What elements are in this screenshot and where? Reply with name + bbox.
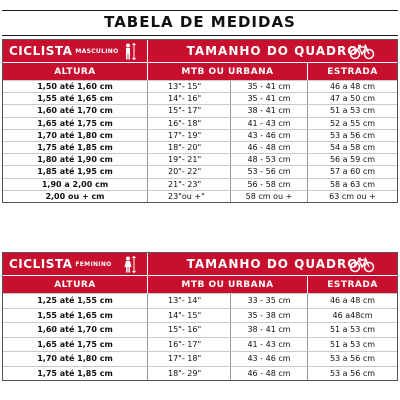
frame-cm-cell: 33 - 35 cm	[231, 294, 308, 308]
table-row	[3, 92, 397, 104]
frame-inches-cell: 14"- 15"	[148, 309, 231, 323]
road-frame-cell: 46 a48cm	[332, 310, 373, 320]
frame-cm-cell: 53 - 56 cm	[231, 166, 308, 177]
person-height-icon	[123, 256, 137, 273]
frame-cm-cell: 41 - 43 cm	[231, 118, 308, 129]
frame-cm-cell: 58 cm ou +	[231, 191, 308, 202]
height-cell: 2,00 ou + cm	[3, 191, 148, 202]
frame-cm-cell: 38 - 41 cm	[231, 323, 308, 337]
frame-cm-cell: 38 - 41 cm	[231, 105, 308, 116]
col-mtb: MTB OU URBANA	[148, 63, 308, 80]
frame-cm-cell: 56 - 58 cm	[231, 179, 308, 190]
bicycle-icon	[349, 256, 375, 273]
frame-cm-cell: 43 - 46 cm	[231, 130, 308, 141]
table-row	[3, 337, 397, 352]
road-frame-cell: 46 a 48 cm	[329, 82, 376, 92]
frame-size-label: TAMANHO DO QUADRO	[186, 44, 359, 58]
height-cell: 1,80 até 1,90 cm	[3, 154, 148, 165]
road-frame-cell: 53 a 56 cm	[329, 368, 376, 378]
height-cell: 1,25 até 1,55 cm	[3, 294, 148, 308]
table-row	[3, 178, 397, 190]
frame-cm-cell: 46 - 48 cm	[231, 142, 308, 153]
person-height-icon	[123, 43, 137, 60]
male-rows	[3, 80, 397, 202]
frame-cm-cell: 35 - 41 cm	[231, 93, 308, 104]
table-row	[3, 366, 397, 381]
height-cell: 1,75 até 1,85 cm	[3, 367, 148, 381]
road-frame-cell: 52 a 55 cm	[329, 118, 376, 128]
road-frame-cell: 51 a 53 cm	[329, 106, 376, 116]
frame-inches-cell: 18"- 29"	[148, 367, 231, 381]
frame-inches-cell: 15"- 17"	[148, 105, 231, 116]
gender-label: FEMININO	[75, 260, 112, 268]
table-row	[3, 104, 397, 116]
male-size-table	[2, 39, 398, 203]
frame-cm-cell: 35 - 41 cm	[231, 81, 308, 92]
frame-cm-cell: 46 - 48 cm	[231, 367, 308, 381]
frame-cm-cell: 48 - 53 cm	[231, 154, 308, 165]
female-rows	[3, 293, 397, 380]
height-cell: 1,70 até 1,80 cm	[3, 130, 148, 141]
cyclist-label: CICLISTA	[9, 257, 73, 271]
table-row	[3, 190, 397, 202]
cyclist-label: CICLISTA	[9, 44, 73, 58]
table-row	[3, 165, 397, 177]
frame-inches-cell: 13"- 14"	[148, 294, 231, 308]
road-frame-cell: 46 a 48 cm	[329, 296, 376, 306]
frame-inches-cell: 19"- 21"	[148, 154, 231, 165]
col-estrada: ESTRADA	[327, 66, 378, 77]
frame-inches-cell: 18"- 20"	[148, 142, 231, 153]
col-altura: ALTURA	[3, 276, 148, 293]
gender-label: MASCULINO	[75, 47, 119, 55]
height-cell: 1,60 até 1,70 cm	[3, 105, 148, 116]
col-altura: ALTURA	[3, 63, 148, 80]
road-frame-cell: 53 a 56 cm	[329, 354, 376, 364]
table-row	[3, 308, 397, 323]
height-cell: 1,65 até 1,75 cm	[3, 118, 148, 129]
height-cell: 1,65 até 1,75 cm	[3, 338, 148, 352]
frame-cm-cell: 35 - 38 cm	[231, 309, 308, 323]
height-cell: 1,55 até 1,65 cm	[3, 309, 148, 323]
height-cell: 1,55 até 1,65 cm	[3, 93, 148, 104]
frame-cm-cell: 41 - 43 cm	[231, 338, 308, 352]
frame-size-label: TAMANHO DO QUADRO	[186, 257, 359, 271]
frame-inches-cell: 21"- 23"	[148, 179, 231, 190]
female-table-header	[3, 253, 397, 276]
table-row	[3, 129, 397, 141]
frame-inches-cell: 14"- 16"	[148, 93, 231, 104]
page-title: TABELA DE MEDIDAS	[2, 10, 398, 36]
table-row	[3, 322, 397, 337]
frame-inches-cell: 16"- 17"	[148, 338, 231, 352]
table-row	[3, 351, 397, 366]
male-table-header	[3, 40, 397, 63]
frame-inches-cell: 13"- 15"	[148, 81, 231, 92]
height-cell: 1,85 até 1,95 cm	[3, 166, 148, 177]
table-row	[3, 80, 397, 92]
col-estrada: ESTRADA	[327, 279, 378, 290]
height-cell: 1,50 até 1,60 cm	[3, 81, 148, 92]
frame-inches-cell: 20"- 22"	[148, 166, 231, 177]
frame-inches-cell: 23"ou +"	[148, 191, 231, 202]
road-frame-cell: 58 a 63 cm	[329, 179, 376, 189]
table-row	[3, 293, 397, 308]
male-column-headers	[3, 63, 397, 80]
height-cell: 1,90 a 2,00 cm	[3, 179, 148, 190]
road-frame-cell: 56 a 59 cm	[329, 155, 376, 165]
road-frame-cell: 63 cm ou +	[329, 191, 376, 201]
cyclist-header-cell	[3, 253, 148, 275]
table-row	[3, 117, 397, 129]
table-row	[3, 153, 397, 165]
cyclist-header-cell	[3, 40, 148, 62]
road-frame-cell: 57 a 60 cm	[329, 167, 376, 177]
frame-cm-cell: 43 - 46 cm	[231, 352, 308, 366]
road-frame-cell: 53 a 56 cm	[329, 130, 376, 140]
frame-size-header-cell	[148, 253, 397, 275]
frame-inches-cell: 15"- 16"	[148, 323, 231, 337]
frame-inches-cell: 17"- 18"	[148, 352, 231, 366]
road-frame-cell: 47 a 50 cm	[329, 94, 376, 104]
female-size-table	[2, 252, 398, 381]
height-cell: 1,70 até 1,80 cm	[3, 352, 148, 366]
table-row	[3, 141, 397, 153]
road-frame-cell: 51 a 53 cm	[329, 339, 376, 349]
female-column-headers	[3, 276, 397, 293]
height-cell: 1,75 até 1,85 cm	[3, 142, 148, 153]
bicycle-icon	[349, 43, 375, 60]
col-mtb: MTB OU URBANA	[148, 276, 308, 293]
height-cell: 1,60 até 1,70 cm	[3, 323, 148, 337]
road-frame-cell: 51 a 53 cm	[329, 325, 376, 335]
road-frame-cell: 54 a 58 cm	[329, 143, 376, 153]
frame-size-header-cell	[148, 40, 397, 62]
frame-inches-cell: 16"- 18"	[148, 118, 231, 129]
frame-inches-cell: 17"- 19"	[148, 130, 231, 141]
